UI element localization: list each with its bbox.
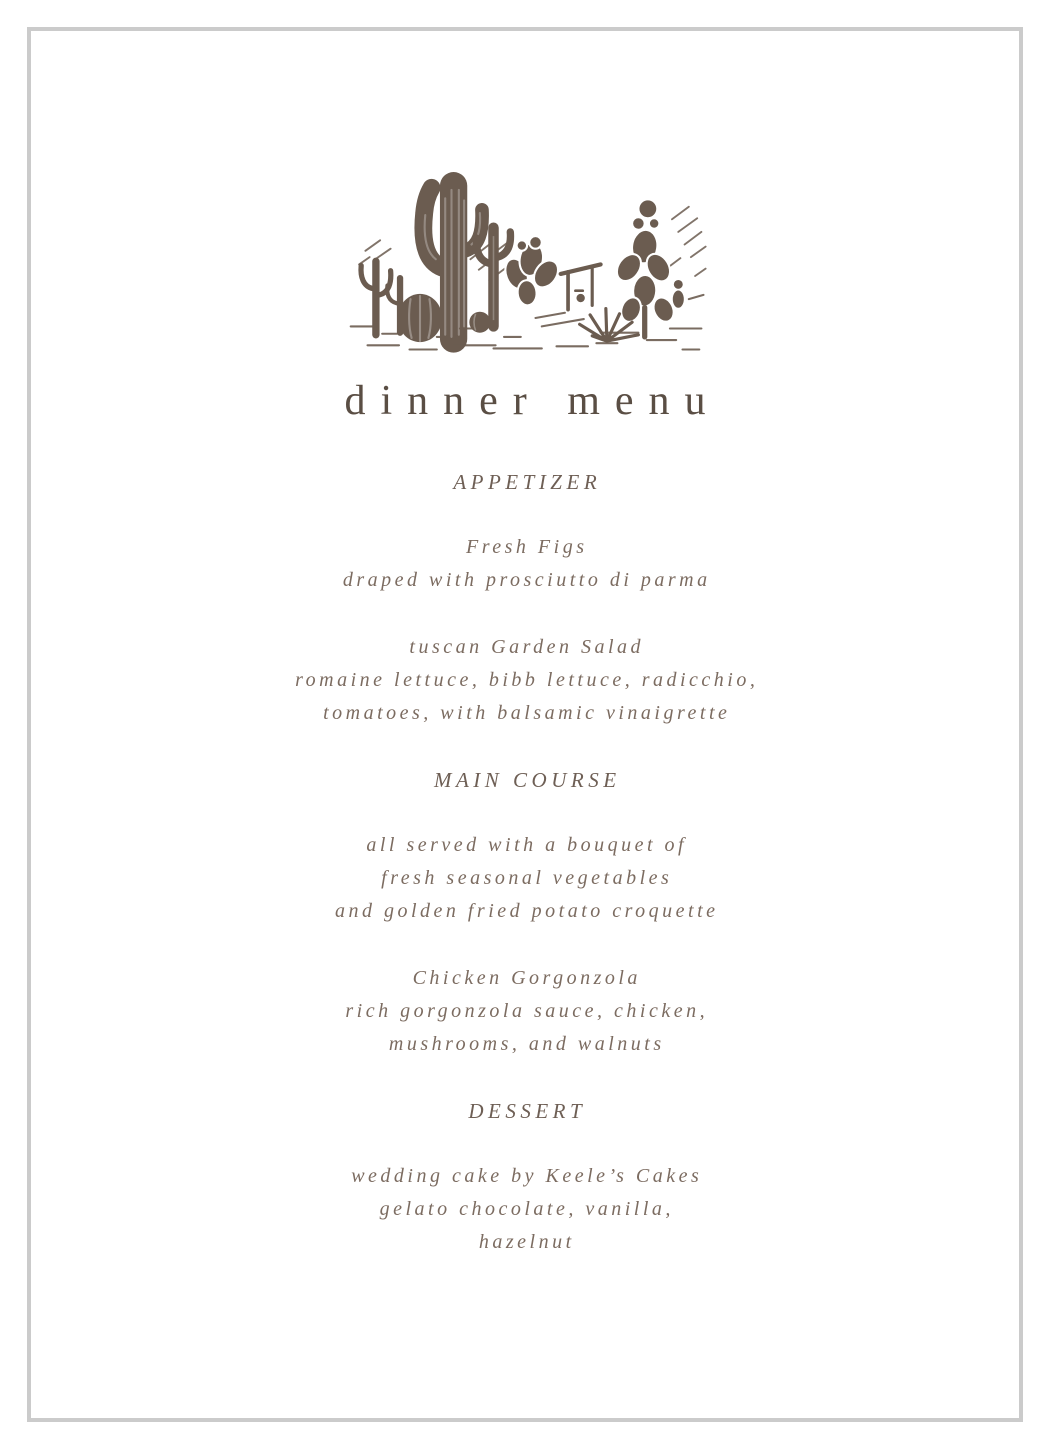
menu-item-group [0, 631, 1050, 730]
item-name: tuscan Garden Salad [409, 636, 645, 658]
menu-item-group [0, 829, 1050, 928]
menu-item-group [0, 1160, 1050, 1259]
item-name: Fresh Figs [466, 536, 588, 558]
item-description: and golden fried potato croquette [334, 900, 719, 922]
item-description: all served with a bouquet of [366, 834, 688, 856]
desert-cactus-illustration [336, 150, 714, 355]
section-heading-dessert: DESSERT [468, 1099, 587, 1123]
item-name: Chicken Gorgonzola [412, 967, 641, 989]
menu-item-group [0, 531, 1050, 597]
item-description: mushrooms, and walnuts [388, 1033, 665, 1055]
item-description: hazelnut [478, 1231, 575, 1253]
menu-item-group [0, 962, 1050, 1061]
item-description: rich gorgonzola sauce, chicken, [345, 1000, 709, 1022]
section-dessert [0, 1095, 1050, 1259]
menu-title: dinner menu [344, 378, 721, 424]
section-heading-main-course: MAIN COURSE [433, 768, 621, 792]
section-appetizer [0, 466, 1050, 730]
section-main-course [0, 764, 1050, 1061]
item-description: gelato chocolate, vanilla, [379, 1198, 674, 1220]
item-description: tomatoes, with balsamic vinaigrette [323, 702, 731, 724]
menu-body [0, 466, 1050, 1293]
item-description: romaine lettuce, bibb lettuce, radicchio, [295, 669, 759, 691]
desert-cactus-scene-icon [336, 150, 714, 355]
item-description: fresh seasonal vegetables [381, 867, 673, 889]
section-heading-appetizer: APPETIZER [453, 470, 602, 494]
item-name: wedding cake by Keele’s Cakes [351, 1165, 703, 1187]
item-description: draped with prosciutto di parma [342, 569, 711, 591]
